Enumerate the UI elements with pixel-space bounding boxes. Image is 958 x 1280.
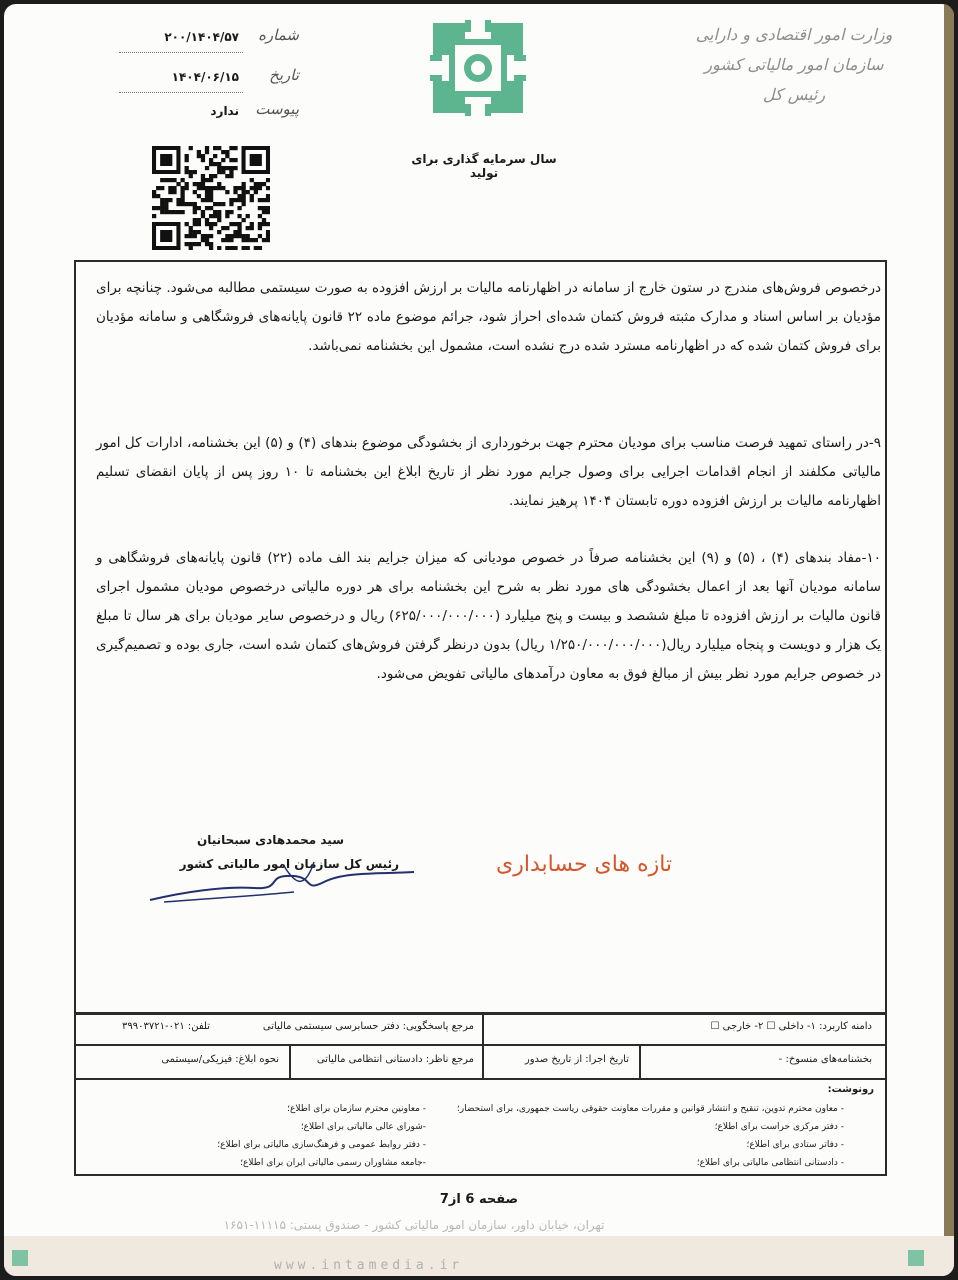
footer-band (4, 1236, 954, 1276)
organization-header (694, 20, 894, 110)
table-divider (74, 1044, 887, 1046)
head-title-line: رئیس کل (762, 85, 826, 104)
notification-method-cell: نحوه ابلاغ: فیزیکی/سیستمی (161, 1054, 279, 1065)
cc-title: رونوشت: (827, 1084, 874, 1095)
cc-item: - دفاتر ستادی برای اطلاع؛ (746, 1140, 844, 1150)
year-slogan: سال سرمایه گذاری برای تولید (411, 152, 557, 180)
supervisor-cell: مرجع ناظر: دادستانی انتظامی مالیاتی (316, 1054, 474, 1065)
phone-cell: تلفن: ۰۲۱-۳۹۹۰۳۷۲۱ (122, 1021, 211, 1032)
cc-item: -شورای عالی مالیاتی برای اطلاع؛ (300, 1122, 426, 1132)
signatory-title: رئیس کل سازمان امور مالیاتی کشور (179, 857, 399, 871)
letter-date-field (119, 66, 299, 96)
number-label: شماره (258, 26, 299, 44)
scope-cell: دامنه کاربرد: ۱- داخلی ☐ ۲- خارجی ☐ (710, 1021, 872, 1032)
signatory-name: سید محمدهادی سبحانیان (196, 833, 344, 847)
tax-organization-logo-icon (422, 12, 534, 124)
table-divider (482, 1044, 484, 1080)
qr-code-icon (152, 146, 270, 250)
footer-square-icon (908, 1250, 924, 1266)
channel-watermark: تازه های حسابداری (496, 852, 673, 877)
cc-item: - دادستانی انتظامی مالیاتی برای اطلاع؛ (696, 1158, 844, 1168)
handwritten-signature (144, 852, 424, 912)
letter-number-field (119, 26, 299, 56)
cc-item: - دفتر مرکزی حراست برای اطلاع؛ (714, 1122, 844, 1132)
body-paragraph: ۹-در راستای تمهید فرصت مناسب برای مودیان محترم جهت برخورداری از بخشودگی موضوع بندهای (۴) و (۵) این بخشنامه، ادارات کل امور مالیاتی مکلفند از انجام اقدامات اجرایی برای وصول جرایم مورد نظر از تاریخ ابلاغ این بخشنامه تا ۱۰ روز پس از پایان انقضای تسلیم اظهارنامه مالیات بر ارزش افزوده دوره تابستان ۱۴۰۴ پرهیز نمایند. (96, 435, 881, 509)
cancelled-circulars-cell: بخشنامه‌های منسوخ: - (778, 1054, 872, 1065)
date-label: تاریخ (269, 66, 299, 84)
ministry-line: وزارت امور اقتصادی و دارایی (695, 25, 893, 44)
table-divider (639, 1044, 641, 1080)
body-paragraph: درخصوص فروش‌های مندرج در ستون خارج از سامانه در اظهارنامه مالیات بر ارزش افزوده به صورت سیستمی مطالبه می‌شود. چنانچه برای مؤدیان بر اساس اسناد و مدارک مثبته فروش کتمان شده‌ای احراز شود، جرائم موضوع ماده ۲۲ قانون پایانه‌های فروشگاهی و سامانه مؤدیان برای فروش کتمان شده که در اظهارنامه مسترد شده درج نشده است، مشمول این بخشنامه نمی‌باشد. (96, 280, 881, 354)
cc-item: - معاونین محترم سازمان برای اطلاع؛ (287, 1104, 426, 1114)
letter-page (4, 4, 954, 1276)
cc-item: - دفتر روابط عمومی و فرهنگ‌سازی مالیاتی برای اطلاع؛ (217, 1140, 426, 1150)
attachment-field (119, 100, 299, 130)
table-divider (482, 1012, 484, 1045)
cc-item: - معاون محترم تدوین، تنقیح و انتشار قوانین و مقررات معاونت حقوقی ریاست جمهوری، برای استحضار؛ (456, 1104, 844, 1114)
footer-square-icon (12, 1250, 28, 1266)
postal-address: تهران، خیابان داور، سازمان امور مالیاتی کشور - صندوق پستی: ۱۱۱۱۵-۱۶۵۱ (223, 1218, 605, 1232)
execution-date-cell: تاریخ اجرا: از تاریخ صدور (524, 1054, 629, 1065)
page-frame-edge (944, 4, 954, 1276)
table-divider (289, 1044, 291, 1080)
attachment-value: ندارد (210, 104, 239, 118)
date-value: ۱۴۰۴/۰۶/۱۵ (171, 70, 239, 84)
cc-item: -جامعه مشاوران رسمی مالیاتی ایران برای اطلاع؛ (240, 1158, 426, 1168)
respondent-cell: مرجع پاسخگویی: دفتر حسابرسی سیستمی مالیاتی (262, 1021, 474, 1032)
website-link[interactable]: www.intamedia.ir (274, 1258, 464, 1273)
body-paragraph: ۱۰-مفاد بندهای (۴) ، (۵) و (۹) این بخشنامه صرفاً در خصوص مودیانی که میزان جرایم بند الف ماده (۲۲) قانون پایانه‌های فروشگاهی و سامانه مودیان آنها بعد از اعمال بخشودگی های مورد نظر به شرح این بخشنامه برای هر دوره مالیاتی درخصوص مودیان مشمول اجرای قانون مالیات بر ارزش افزوده تا مبلغ ششصد و بیست و پنج میلیارد (۶۲۵/۰۰۰/۰۰۰/۰۰۰) ریال و درخصوص سایر مودیان برای هر سال تا مبلغ یک هزار و دویست و پنجاه میلیارد ریال(۱/۲۵۰/۰۰۰/۰۰۰/۰۰۰ ریال) بدون درنظر گرفتن فروش‌های کتمان شده است، جاری بوده و تصمیم‌گیری در خصوص جرایم مورد نظر بیش از مبالغ فوق به معاون درآمدهای مالیاتی تفویض می‌شود. (96, 550, 881, 682)
page-number: صفحه 6 از7 (439, 1192, 519, 1207)
number-value: ۲۰۰/۱۴۰۴/۵۷ (164, 30, 239, 44)
organization-line: سازمان امور مالیاتی کشور (704, 55, 884, 74)
attachment-label: پیوست (255, 100, 299, 118)
